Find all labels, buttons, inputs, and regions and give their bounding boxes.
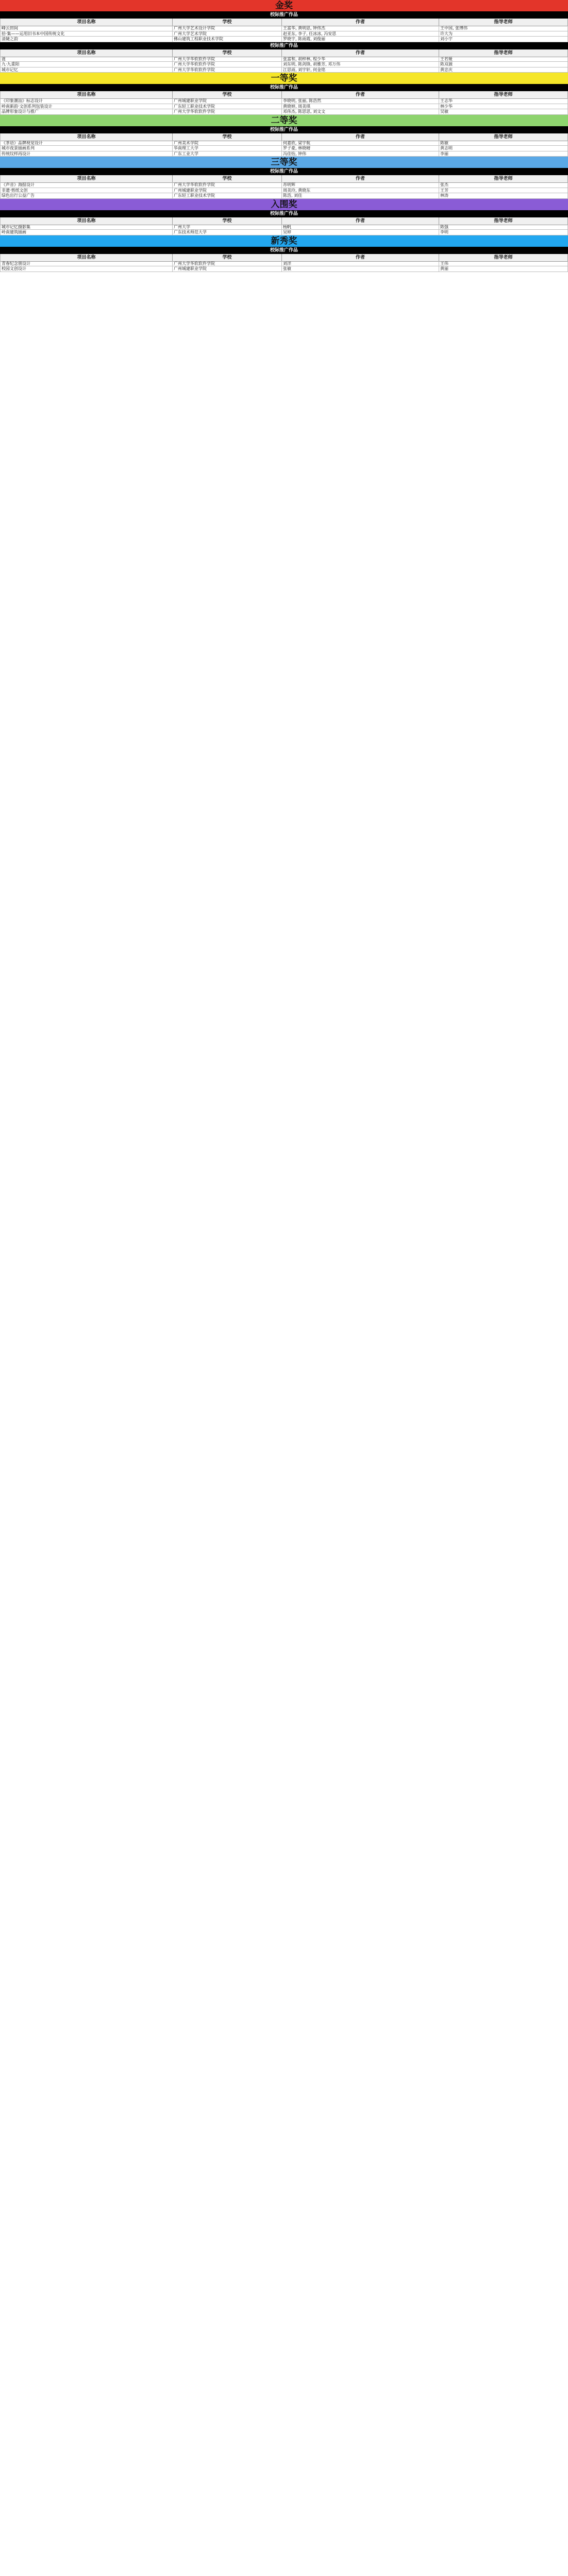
- table-row: [0, 266, 568, 272]
- column-header: 学校: [173, 254, 282, 262]
- table-cell: 王志华: [439, 98, 568, 104]
- table-cell: 校园文创设计: [0, 266, 173, 272]
- column-header: 项目名称: [0, 217, 173, 225]
- table-cell: 青春纪念册设计: [0, 261, 173, 267]
- group-title: 校际推广作品: [0, 247, 568, 254]
- table-header: [0, 91, 568, 98]
- table-cell: 吴婷: [282, 230, 439, 235]
- table-cell: 广州大学艺术设计学院: [173, 26, 282, 31]
- table-row: [0, 230, 568, 235]
- award-band: 新秀奖: [0, 235, 568, 247]
- column-header: 指导老师: [439, 217, 568, 225]
- column-header: 项目名称: [0, 254, 173, 262]
- group-title: 校际推广作品: [0, 126, 568, 133]
- table-header: [0, 175, 568, 182]
- column-header: 项目名称: [0, 91, 173, 99]
- table-cell: 广东轻工职业技术学院: [173, 193, 282, 199]
- table-cell: 江思雨, 刘宇轩, 何金铭: [282, 67, 439, 73]
- table-cell: 传统纹样再设计: [0, 151, 173, 157]
- table-row: [0, 31, 568, 37]
- table-cell: 邓伟杰, 陈思思, 刘文文: [282, 109, 439, 115]
- table-cell: 王中国, 张博伟: [439, 26, 568, 31]
- table-cell: 广州城建职业学院: [173, 266, 282, 272]
- column-header: 指导老师: [439, 49, 568, 57]
- table-cell: 黄志明: [439, 146, 568, 151]
- table-cell: 李明: [439, 230, 568, 235]
- column-header: 项目名称: [0, 19, 173, 26]
- table-cell: 张富和, 胡梓林, 程少华: [282, 57, 439, 62]
- table-row: [0, 67, 568, 73]
- table-header: [0, 133, 568, 141]
- award-band: 入围奖: [0, 199, 568, 210]
- group-title: 校际推广作品: [0, 42, 568, 49]
- table-row: [0, 26, 568, 31]
- group-title: 校际推广作品: [0, 84, 568, 91]
- column-header: 学校: [173, 91, 282, 99]
- column-header: 学校: [173, 133, 282, 141]
- table-cell: 拾·集——运用旧书本中国传统文化: [0, 31, 173, 37]
- column-header: 项目名称: [0, 49, 173, 57]
- table-cell: 华南理工大学: [173, 146, 282, 151]
- table-row: [0, 146, 568, 151]
- table-cell: 广州城建职业学院: [173, 98, 282, 104]
- table-cell: 杨帆: [282, 225, 439, 230]
- column-header: 学校: [173, 217, 282, 225]
- table-cell: 广州大学华软软件学院: [173, 109, 282, 115]
- table-row: [0, 37, 568, 42]
- column-header: 学校: [173, 19, 282, 26]
- award-band: 一等奖: [0, 73, 568, 84]
- table-row: [0, 141, 568, 146]
- table-cell: 王若娅: [439, 57, 568, 62]
- table-row: [0, 182, 568, 188]
- table-header: [0, 217, 568, 225]
- group-title: 校际推广作品: [0, 168, 568, 175]
- column-header: 作者: [282, 254, 439, 262]
- table-cell: 《茶语》品牌视觉设计: [0, 141, 173, 146]
- table-cell: 李晓明, 张丽, 陈浩然: [282, 98, 439, 104]
- table-cell: 广州大学华软软件学院: [173, 182, 282, 188]
- table-cell: 广东轻工职业技术学院: [173, 104, 282, 110]
- table-cell: 罗晓宇, 陈雨霞, 刘俊丽: [282, 37, 439, 42]
- table-cell: 赵亚东, 李子, 任冰冰, 冯安思: [282, 31, 439, 37]
- award-band: 金奖: [0, 0, 568, 11]
- table-cell: 周美玲, 黄晓东: [282, 188, 439, 194]
- table-cell: 张敏: [282, 266, 439, 272]
- table-cell: 城市记忆: [0, 67, 173, 73]
- table-row: [0, 193, 568, 199]
- table-cell: 陈敏: [439, 141, 568, 146]
- column-header: 项目名称: [0, 175, 173, 183]
- column-header: 指导老师: [439, 175, 568, 183]
- table-cell: 广州大学艺术学院: [173, 31, 282, 37]
- table-cell: 陈双源: [439, 62, 568, 67]
- table-cell: 黄丽: [439, 266, 568, 272]
- group-title: 校际推广作品: [0, 11, 568, 19]
- table-cell: 刘东明, 陈剑锋, 胡雅芳, 邓万伟: [282, 62, 439, 67]
- table-cell: 广州大学华软软件学院: [173, 261, 282, 267]
- award-band: 二等奖: [0, 115, 568, 126]
- table-row: [0, 109, 568, 115]
- table-cell: 罗子豪, 林晓晴: [282, 146, 439, 151]
- table-cell: 陈强: [439, 225, 568, 230]
- table-cell: 广州大学华软软件学院: [173, 62, 282, 67]
- column-header: 作者: [282, 91, 439, 99]
- table-row: [0, 104, 568, 110]
- group-title: 校际推广作品: [0, 210, 568, 217]
- column-header: 项目名称: [0, 133, 173, 141]
- table-row: [0, 225, 568, 230]
- column-header: 指导老师: [439, 19, 568, 26]
- table-cell: 品牌形象设计与推广: [0, 109, 173, 115]
- table-cell: 林少华: [439, 104, 568, 110]
- table-cell: 峰云田间: [0, 26, 173, 31]
- table-row: [0, 57, 568, 62]
- column-header: 指导老师: [439, 133, 568, 141]
- table-cell: 岭南建筑插画: [0, 230, 173, 235]
- table-cell: 佛山建筑工程职业技术学院: [173, 37, 282, 42]
- column-header: 学校: [173, 175, 282, 183]
- table-cell: 岭南新韵·文创系列包装设计: [0, 104, 173, 110]
- table-row: [0, 98, 568, 104]
- table-row: [0, 188, 568, 194]
- column-header: 作者: [282, 217, 439, 225]
- table-cell: 广州美术学院: [173, 141, 282, 146]
- table-cell: 何嘉欣, 梁宇航: [282, 141, 439, 146]
- table-cell: 张杰: [439, 182, 568, 188]
- table-cell: 黄忠庆: [439, 67, 568, 73]
- table-cell: 广州大学华软软件学院: [173, 67, 282, 73]
- column-header: 作者: [282, 175, 439, 183]
- table-cell: 清婕之韵: [0, 37, 173, 42]
- table-cell: 王芳: [439, 188, 568, 194]
- table-cell: 李丽: [439, 151, 568, 157]
- table-cell: 林涛: [439, 193, 568, 199]
- table-cell: 陈浩, 刘佳: [282, 193, 439, 199]
- column-header: 学校: [173, 49, 282, 57]
- table-cell: 九·九重阳: [0, 62, 173, 67]
- column-header: 作者: [282, 19, 439, 26]
- award-band: 三等奖: [0, 157, 568, 168]
- table-cell: 刘小宇: [439, 37, 568, 42]
- column-header: 指导老师: [439, 91, 568, 99]
- table-header: [0, 19, 568, 26]
- table-header: [0, 254, 568, 261]
- table-cell: 王富华, 黄明思, 钟伟杰: [282, 26, 439, 31]
- column-header: 指导老师: [439, 254, 568, 262]
- table-cell: 涟: [0, 57, 173, 62]
- table-cell: 广东技术师范大学: [173, 230, 282, 235]
- table-cell: 冯佳怡, 钟伟: [282, 151, 439, 157]
- table-cell: 苏明辉: [282, 182, 439, 188]
- table-cell: 王伟: [439, 261, 568, 267]
- table-cell: 许大为: [439, 31, 568, 37]
- table-cell: 《印象潮汕》标志设计: [0, 98, 173, 104]
- table-cell: 吴敏: [439, 109, 568, 115]
- table-cell: 广州大学: [173, 225, 282, 230]
- table-row: [0, 151, 568, 157]
- table-cell: 黄晓婷, 周美琪: [282, 104, 439, 110]
- table-cell: 非遗·剪纸文创: [0, 188, 173, 194]
- column-header: 作者: [282, 133, 439, 141]
- table-cell: 城市记忆摄影集: [0, 225, 173, 230]
- table-cell: 绿色出行公益广告: [0, 193, 173, 199]
- table-row: [0, 62, 568, 67]
- table-cell: 《声音》海报设计: [0, 182, 173, 188]
- column-header: 作者: [282, 49, 439, 57]
- table-cell: 城市夜景插画系列: [0, 146, 173, 151]
- table-cell: 广州城建职业学院: [173, 188, 282, 194]
- table-cell: 广州大学华软软件学院: [173, 57, 282, 62]
- table-cell: 广东工业大学: [173, 151, 282, 157]
- table-header: [0, 49, 568, 57]
- table-row: [0, 261, 568, 267]
- table-cell: 刘洋: [282, 261, 439, 267]
